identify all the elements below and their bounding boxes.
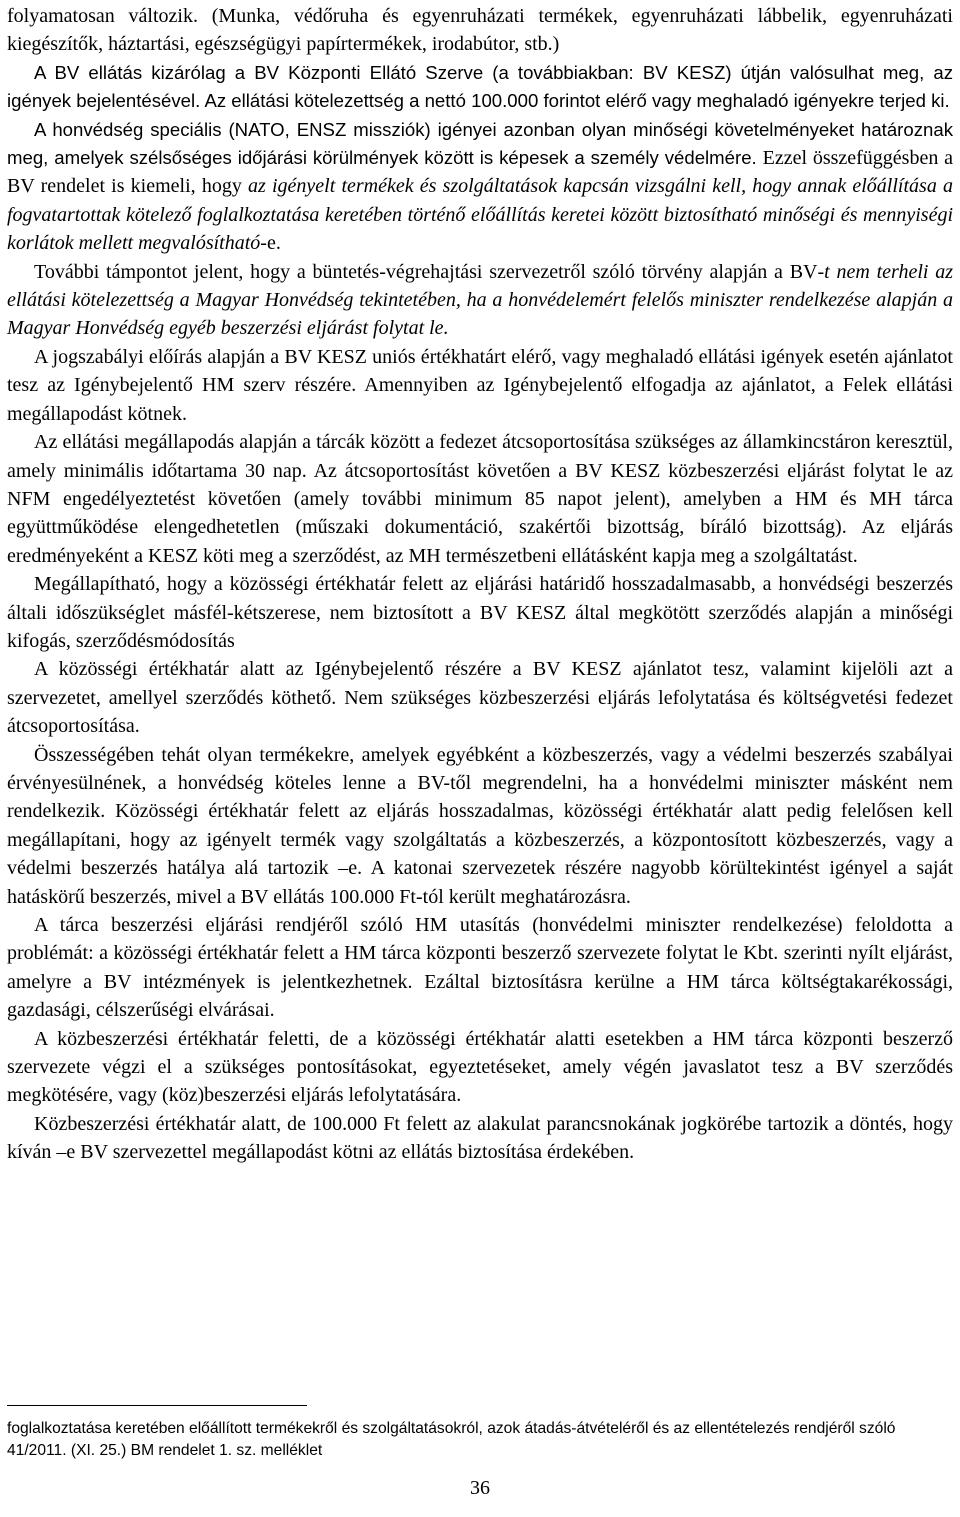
paragraph bbox=[7, 428, 953, 570]
paragraph bbox=[7, 116, 953, 258]
paragraph bbox=[7, 655, 953, 740]
text-run: A jogszabályi előírás alapján a BV KESZ uniós értékhatárt elérő, vagy meghaladó ellátási igények esetén ajánlatot tesz az Igénybejelentő HM szerv részére. Amennyiben az Igénybejelentő elfogadja az ajánlatot, a Felek ellátási megállapodást kötnek. bbox=[7, 345, 953, 425]
paragraph bbox=[7, 1110, 953, 1167]
paragraph bbox=[7, 741, 953, 911]
text-run: Ezzel összefüggésben a BV rendelet is kiemeli, hogy bbox=[7, 147, 953, 198]
text-run: A közösségi értékhatár alatt az Igénybejelentő részére a BV KESZ ajánlatot tesz, valamint kijelöli azt a szervezetet, amellyel szerződés köthető. Nem szükséges közbeszerzési eljárás lefolytatása és költségvetési fedezet átcsoportosítása. bbox=[7, 658, 953, 738]
paragraph bbox=[7, 343, 953, 428]
paragraph bbox=[7, 1025, 953, 1110]
text-run: folyamatosan változik. (Munka, védőruha és egyenruházati termékek, egyenruházati lábbelik, egyenruházati kiegészítők, háztartási, egészségügyi papírtermékek, irodabútor, stb.) bbox=[7, 5, 953, 56]
text-run: -e. bbox=[260, 232, 281, 255]
text-run: A honvédség speciális (NATO, ENSZ missziók) igényei azonban olyan minőségi követelményeket határoznak meg, amelyek szélsőséges időjárási körülmények között is képesek a személy védelmére. bbox=[7, 118, 953, 169]
paragraph bbox=[7, 59, 953, 116]
text-run: A közbeszerzési értékhatár feletti, de a közösségi értékhatár alatti esetekben a HM tárca központi beszerző szervezete végzi el a szükséges pontosításokat, egyeztetéseket, amely végén javaslatot tesz a BV szerződés megkötésére, vagy (köz)beszerzési eljárás lefolytatására. bbox=[7, 1027, 953, 1107]
text-run: Közbeszerzési értékhatár alatt, de 100.000 Ft felett az alakulat parancsnokának jogkörébe tartozik a döntés, hogy kíván –e BV szervezettel megállapodást kötni az ellátás biztosítása érdekében. bbox=[7, 1112, 953, 1164]
paragraph bbox=[7, 2, 953, 59]
text-run: A tárca beszerzési eljárási rendjéről szóló HM utasítás (honvédelmi miniszter rendelkezése) feloldotta a problémát: a közösségi értékhatár felett a HM tárca központi beszerző szervezete folytat le Kbt. szerinti nyílt eljárást, amelyre a BV intézmények is jelentkezhetnek. Ezáltal biztosításra kerülne a HM tárca költségtakarékossági, gazdasági, célszerűségi elvárásai. bbox=[7, 914, 953, 1022]
paragraph bbox=[7, 570, 953, 655]
paragraph bbox=[7, 911, 953, 1025]
document-body bbox=[7, 2, 953, 1167]
text-run: További támpontot jelent, hogy a büntetés-végrehajtási szervezetről szóló törvény alapján a BV bbox=[34, 260, 818, 283]
text-run: Megállapítható, hogy a közösségi értékhatár felett az eljárási határidő hosszadalmasabb, a honvédségi beszerzés általi időszükséglet másfél-kétszerese, nem biztosított a BV KESZ által megkötött szerződés alapján a minőségi kifogás, szerződésmódosítás bbox=[7, 573, 953, 652]
italic-text: -t nem terheli az ellátási kötelezettség a Magyar Honvédség tekintetében, ha a honvédelemért felelős miniszter rendelkezése alapján a Magyar Honvédség egyéb beszerzési eljárást folytat le. bbox=[7, 260, 954, 340]
text-run: Az ellátási megállapodás alapján a tárcák között a fedezet átcsoportosítása szükséges az államkincstáron keresztül, amely minimális időtartama 30 nap. Az átcsoportosítást követően a BV KESZ közbeszerzési eljárást folytat le az NFM engedélyeztetést követően (amely további minimum 85 napot jelent), amelyben a HM és MH tárca együttműködése elengedhetetlen (műszaki dokumentáció, szakértői bizottság, bíráló bizottság). Az eljárás eredményeként a KESZ köti meg a szerződést, az MH természetbeni ellátásként kapja meg a szolgáltatást. bbox=[7, 431, 953, 567]
page-number: 36 bbox=[470, 1477, 490, 1499]
footnote: foglalkoztatása keretében előállított termékekről és szolgáltatásokról, azok átadás-átvételéről és az ellentételezés rendjéről szóló 41/2011. (XI. 25.) BM rendelet 1. sz. melléklet bbox=[7, 1420, 896, 1459]
italic-text: az igényelt termékek és szolgáltatások kapcsán vizsgálni kell, hogy annak előállítása a fogvatartottak kötelező foglalkoztatása keretében történő előállítás keretei között biztosítható minőségi és mennyiségi korlátok mellett megvalósítható bbox=[7, 175, 953, 255]
text-run: Összességében tehát olyan termékekre, amelyek egyébként a közbeszerzés, vagy a védelmi beszerzés szabályai érvényesülnének, a honvédség köteles lenne a BV-től megrendelni, ha a honvédelmi miniszter másként nem rendelkezik. Közösségi értékhatár felett az eljárás hosszadalmas, közösségi értékhatár alatt pedig felelősen kell megállapítani, hogy az igényelt termék vagy szolgáltatás a közbeszerzés, a központosított közbeszerzés, vagy a védelmi beszerzés hatálya alá tartozik –e. A katonai szervezetek részére nagyobb körültekintést igényel a saját hatáskörű beszerzés, mivel a BV ellátás 100.000 Ft-tól került meghatározásra. bbox=[7, 743, 953, 908]
paragraph bbox=[7, 258, 953, 343]
text-run: A BV ellátás kizárólag a BV Központi Ellátó Szerve (a továbbiakban: BV KESZ) útján valósulhat meg, az igények bejelentésével. Az ellátási kötelezettség a nettó 100.000 forintot elérő vagy meghaladó igényekre terjed ki. bbox=[7, 61, 953, 112]
footnote-separator bbox=[7, 1405, 307, 1406]
